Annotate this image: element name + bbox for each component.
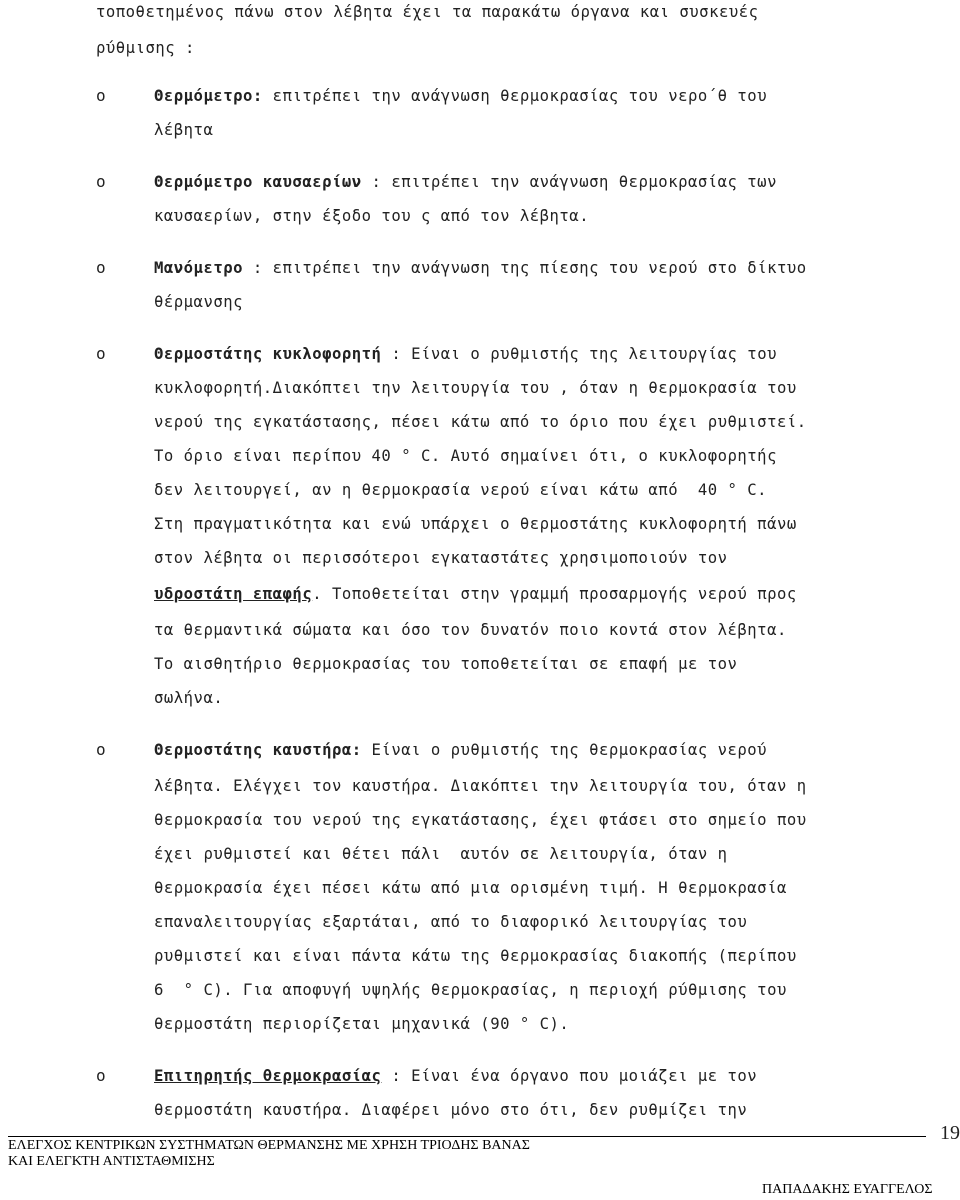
text-line: επαναλειτουργίας εξαρτάται, από το διαφορικό λειτουργίας του <box>154 913 748 931</box>
text-line: θερμοστάτη καυστήρα. Διαφέρει μόνο στο ότι, δεν ρυθμίζει την <box>154 1101 748 1119</box>
underlined-term: υδροστάτη επαφής <box>154 585 313 603</box>
bullet-marker: o <box>96 344 106 363</box>
intro-line-1: τοποθετημένος πάνω στον λέβητα έχει τα παρακάτω όργανα και συσκευές <box>96 3 759 21</box>
text-line: καυσαερίων, στην έξοδο του ς από τον λέβητα. <box>154 207 590 225</box>
text-line: θέρμανσης <box>154 293 243 311</box>
text-line: 6 ° C). Για αποφυγή υψηλής θερμοκρασίας, η περιοχή ρύθμισης του <box>154 981 787 999</box>
footer-author: ΠΑΠΑΔΑΚΗΣ ΕΥΑΓΓΕΛΟΣ <box>762 1182 933 1197</box>
text-line: κυκλοφορητή.Διακόπτει την λειτουργία του , όταν η θερμοκρασία του <box>154 379 797 397</box>
text-line: Το αισθητήριο θερμοκρασίας του τοποθετείται σε επαφή με τον <box>154 655 738 673</box>
text: : Είναι ένα όργανο που μοιάζει με τον <box>381 1067 758 1085</box>
bullet-marker: o <box>96 86 106 105</box>
footer-rule <box>8 1136 926 1137</box>
footer-title-line-2: ΚΑΙ ΕΛΕΓΚΤΗ ΑΝΤΙΣΤΑΘΜΙΣΗΣ <box>8 1154 215 1169</box>
bullet-marker: o <box>96 740 106 759</box>
text-line: θερμοκρασία του νερού της εγκατάστασης, έχει φτάσει στο σημείο που <box>154 811 807 829</box>
term: Θερμοστάτης καυστήρα: <box>154 741 362 759</box>
page-number: 19 <box>940 1122 960 1144</box>
text-line: ρυθμιστεί και είναι πάντα κάτω της θερμοκρασίας διακοπής (περίπου <box>154 947 797 965</box>
intro-line-2: ρύθμισης : <box>96 39 195 57</box>
term: Θερμοστάτης κυκλοφορητή <box>154 345 382 363</box>
list-item-manometer <box>154 258 807 278</box>
text-line: Στη πραγματικότητα και ενώ υπάρχει ο θερμοστάτης κυκλοφορητή πάνω <box>154 515 797 533</box>
text: : επιτρέπει την ανάγνωση της πίεσης του νερού στο δίκτυο <box>243 259 807 277</box>
list-item-circulator-thermostat <box>154 344 777 364</box>
text-line: στον λέβητα οι περισσότεροι εγκαταστάτες χρησιμοποιούν τον <box>154 549 728 567</box>
text-line: δεν λειτουργεί, αν η θερμοκρασία νερού είναι κάτω από 40 ° C. <box>154 481 768 499</box>
term: Θερμόμετρο καυσαερίων <box>154 173 362 191</box>
text-line <box>154 584 797 604</box>
bullet-marker: o <box>96 172 106 191</box>
text: : επιτρέπει την ανάγνωση θερμοκρασίας των <box>361 173 777 191</box>
text: επιτρέπει την ανάγνωση θερμοκρασίας του νερο΄θ του <box>262 87 768 105</box>
text-line: σωλήνα. <box>154 689 224 707</box>
list-item-thermometer <box>154 86 767 106</box>
term: Μανόμετρο <box>154 259 243 277</box>
footer-title-line-1: ΕΛΕΓΧΟΣ ΚΕΝΤΡΙΚΩΝ ΣΥΣΤΗΜΑΤΩΝ ΘΕΡΜΑΝΣΗΣ ΜΕ ΧΡΗΣΗ ΤΡΙΟΔΗΣ ΒΑΝΑΣ <box>8 1138 530 1153</box>
text-line: λέβητα <box>154 121 214 139</box>
bullet-marker: o <box>96 258 106 277</box>
text: : Είναι ο ρυθμιστής της λειτουργίας του <box>381 345 777 363</box>
text-line: τα θερμαντικά σώματα και όσο τον δυνατόν ποιο κοντά στον λέβητα. <box>154 621 787 639</box>
term: Θερμόμετρο: <box>154 87 263 105</box>
text: Είναι ο ρυθμιστής της θερμοκρασίας νερού <box>361 741 768 759</box>
term: Επιτηρητής θερμοκρασίας <box>154 1067 382 1085</box>
text-line: θερμοκρασία έχει πέσει κάτω από μια ορισμένη τιμή. Η θερμοκρασία <box>154 879 787 897</box>
text: . Τοποθετείται στην γραμμή προσαρμογής νερού προς <box>312 585 797 603</box>
text-line: λέβητα. Ελέγχει τον καυστήρα. Διακόπτει την λειτουργία του, όταν η <box>154 777 807 795</box>
text-line: θερμοστάτη περιορίζεται μηχανικά (90 ° C). <box>154 1015 570 1033</box>
text-line: νερού της εγκατάστασης, πέσει κάτω από το όριο που έχει ρυθμιστεί. <box>154 413 807 431</box>
list-item-burner-thermostat <box>154 740 767 760</box>
text-line: έχει ρυθμιστεί και θέτει πάλι αυτόν σε λειτουργία, όταν η <box>154 845 728 863</box>
list-item-flue-thermometer <box>154 172 777 192</box>
list-item-temperature-limiter <box>154 1066 757 1086</box>
bullet-marker: o <box>96 1066 106 1085</box>
text-line: Το όριο είναι περίπου 40 ° C. Αυτό σημαίνει ότι, ο κυκλοφορητής <box>154 447 777 465</box>
